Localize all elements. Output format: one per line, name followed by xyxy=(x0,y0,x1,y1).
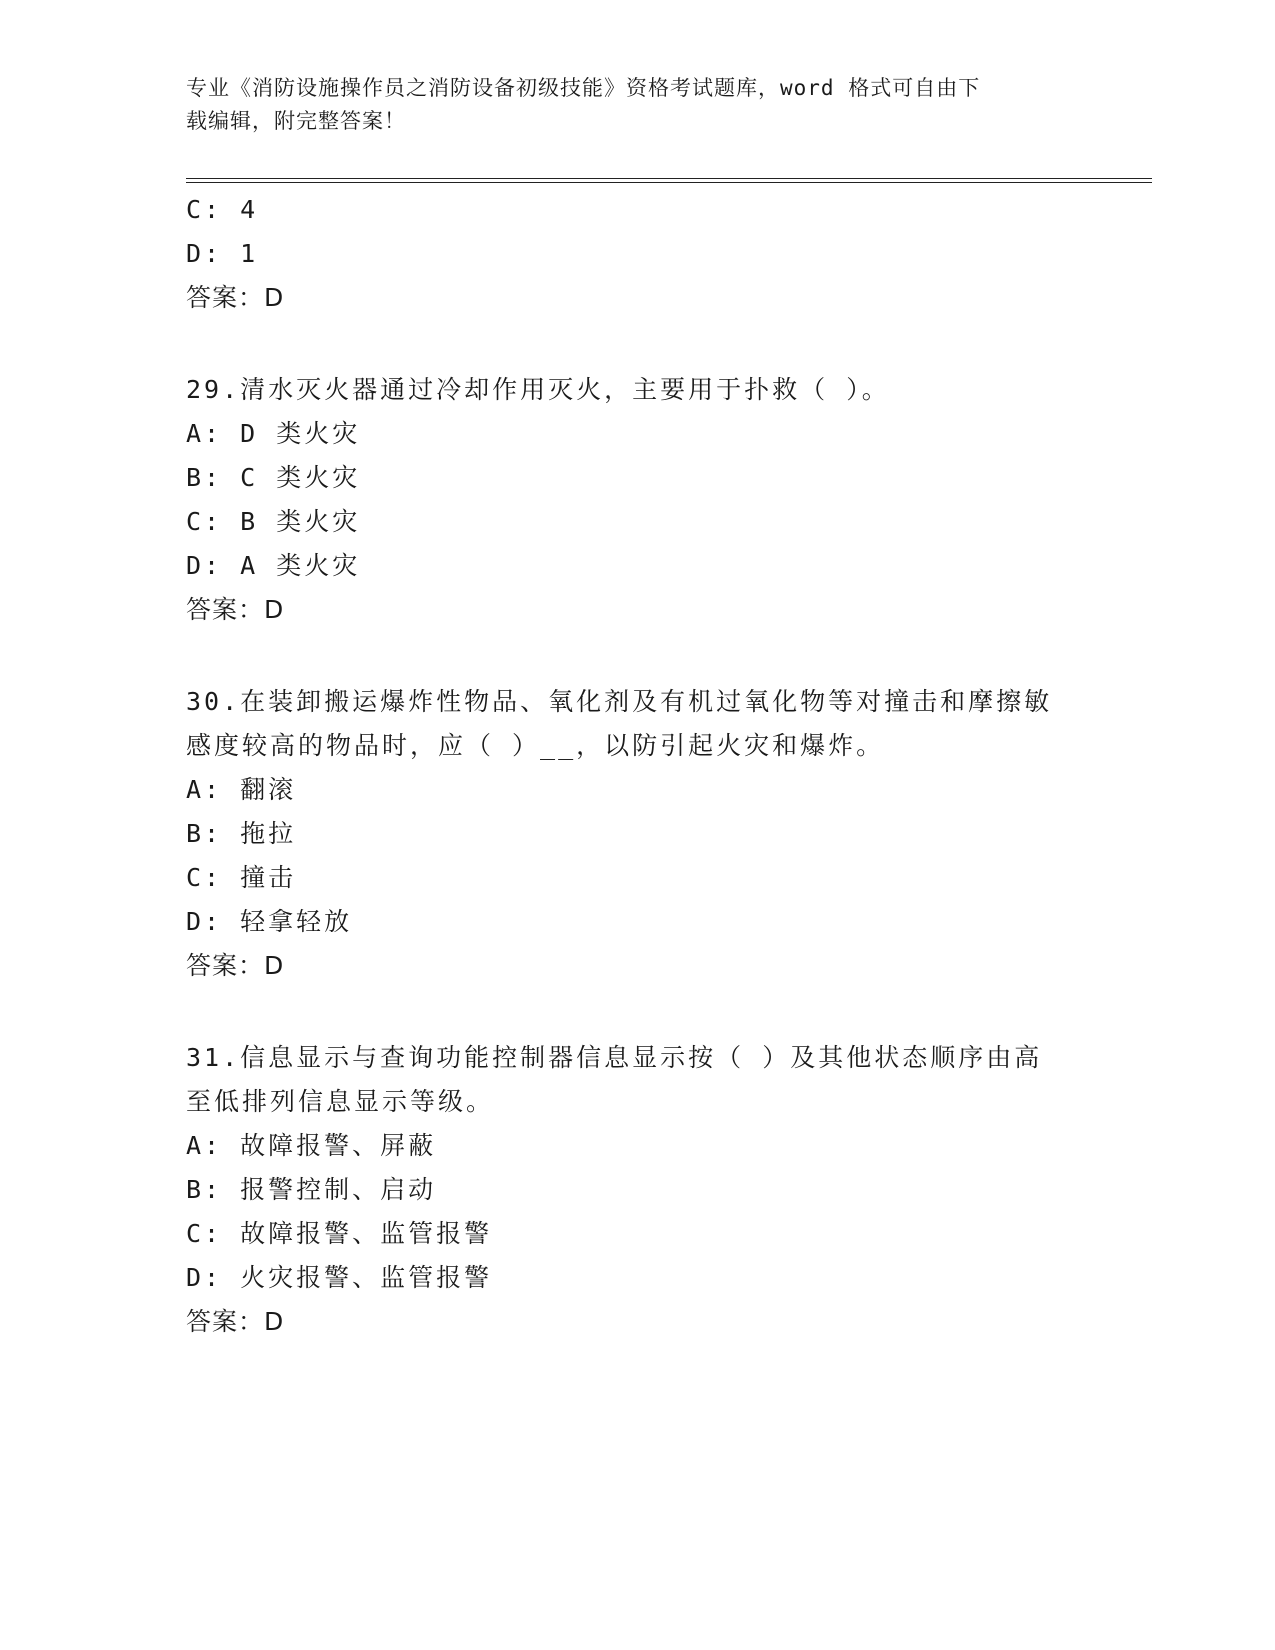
prev-option-d: D: 1 xyxy=(186,239,259,268)
question-31-option-d: D: 火灾报警、监管报警 xyxy=(186,1263,493,1292)
question-29-stem: 29.清水灭火器通过冷却作用灭火，主要用于扑救（ ）。 xyxy=(186,375,890,404)
question-31-answer: 答案：D xyxy=(186,1307,285,1336)
prev-option-c: C: 4 xyxy=(186,195,259,224)
header-rule-top xyxy=(186,178,1152,179)
question-30-option-d: D: 轻拿轻放 xyxy=(186,907,353,936)
header-rule-bottom xyxy=(186,182,1152,183)
question-30-option-a: A: 翻滚 xyxy=(186,775,297,804)
question-31-option-a: A: 故障报警、屏蔽 xyxy=(186,1131,437,1160)
question-29-option-c: C: B 类火灾 xyxy=(186,507,361,536)
header-line-1: 专业《消防设施操作员之消防设备初级技能》资格考试题库，word 格式可自由下 xyxy=(186,76,981,100)
question-31-option-b: B: 报警控制、启动 xyxy=(186,1175,437,1204)
question-30-stem-line-2: 感度较高的物品时，应（ ）__，以防引起火灾和爆炸。 xyxy=(186,731,885,760)
question-30-option-b: B: 拖拉 xyxy=(186,819,297,848)
header-line-2: 载编辑，附完整答案！ xyxy=(186,109,406,133)
document-header xyxy=(186,72,1066,138)
question-29-option-b: B: C 类火灾 xyxy=(186,463,361,492)
question-29-answer: 答案：D xyxy=(186,595,285,624)
question-31-stem-line-1: 31.信息显示与查询功能控制器信息显示按（ ）及其他状态顺序由高 xyxy=(186,1043,1043,1072)
question-29-option-a: A: D 类火灾 xyxy=(186,419,361,448)
question-30-answer: 答案：D xyxy=(186,951,285,980)
question-31-stem-line-2: 至低排列信息显示等级。 xyxy=(186,1087,495,1116)
question-31-option-c: C: 故障报警、监管报警 xyxy=(186,1219,493,1248)
question-29-option-d: D: A 类火灾 xyxy=(186,551,361,580)
question-30-option-c: C: 撞击 xyxy=(186,863,297,892)
prev-answer: 答案：D xyxy=(186,283,285,312)
question-30-stem-line-1: 30.在装卸搬运爆炸性物品、氧化剂及有机过氧化物等对撞击和摩擦敏 xyxy=(186,687,1053,716)
